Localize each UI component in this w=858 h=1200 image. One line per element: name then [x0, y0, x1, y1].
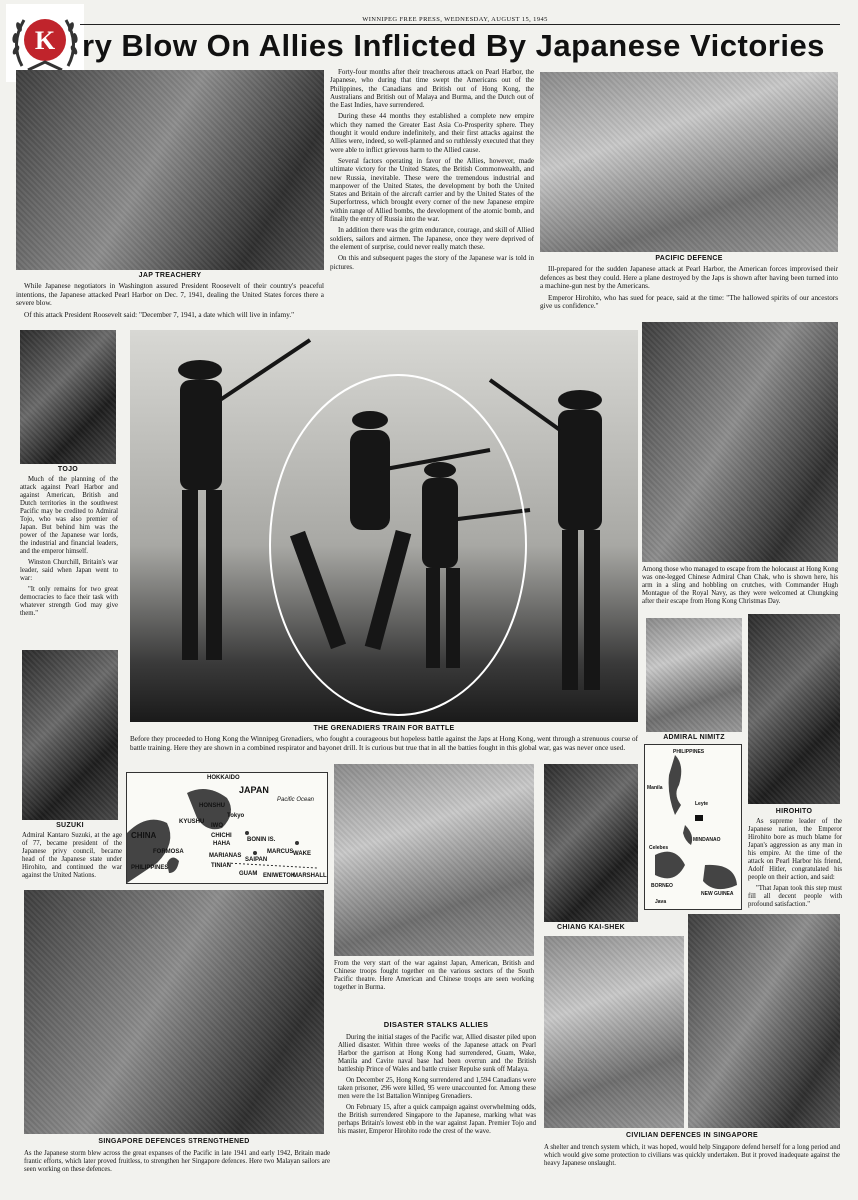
suzuki-title: SUZUKI [56, 822, 84, 829]
map2-label-java: Java [655, 899, 667, 905]
hirohito-para-1: As supreme leader of the Japanese nation, the Emperor Hirohito bore as much blame for Japan's aggression as any man in his empire. At the time of the attack on Pearl Harbor his friend, Adolf Hitler, congratulated his people on their action, and said: [748, 818, 842, 881]
map-label-haha: HAHA [213, 841, 231, 847]
civilian-title: CIVILIAN DEFENCES IN SINGAPORE [626, 1132, 758, 1139]
intro-para-3: Several factors operating in favor of the Allies, however, made ultimate victory for the United States, the British Commonwealth, and new Russia, inevitable. These were the tremendous industrial and manpower of the United States, the development by both the United States and Britain of the aircraft carrier and by the United States of the Superfortress, which brought every corner of the new Japanese empire within range of Allied bombs, the development of the atomic bomb, and finally the entry of Russia into the war. [330, 156, 534, 224]
nimitz-title: ADMIRAL NIMITZ [663, 734, 725, 741]
map-label-honshu: HONSHU [199, 803, 226, 809]
chiang-kai-shek-portrait [544, 764, 638, 922]
intro-para-2: During these 44 months they established a complete new empire which they named the Greater East Asia Co-Prosperity sphere. They thought it would endure indefinitely, and their first attacks against the Allies were, indeed, so well-planned and so ruthlessly executed that they were able to inflict grievous harm to the Allied cause. [330, 112, 534, 154]
map-label-pacific-ocean: Pacific Ocean [277, 797, 315, 803]
grenadiers-photo-figures [130, 330, 638, 722]
map-label-japan: JAPAN [239, 785, 269, 795]
grenadiers-photo [130, 330, 638, 722]
map-label-marshall: MARSHALL [293, 873, 327, 879]
map-label-formosa: FORMOSA [153, 849, 184, 855]
burma-text: From the very start of the war against Japan, American, British and Chinese troops fought together on the various sectors of the South Pacific theatre. Here American and Chinese troops are seen working together in Burma. [334, 960, 534, 991]
hirohito-portrait [748, 614, 840, 804]
burma-troops-photo [334, 764, 534, 956]
map-label-guam: GUAM [239, 871, 258, 877]
map-label-kyushu: KYUSHU [179, 819, 205, 825]
pacific-defence-para-2: Emperor Hirohito, who has sued for peace, said at the time: "The hallowed spirits of our ancestors give us confidence." [540, 293, 838, 311]
disaster-para-1: During the initial stages of the Pacific war, Allied disaster piled upon Allied disaster. Within three weeks of the Japanese attack on Pearl Harbor the garrison at Hong Kong had surrendered, Guam, Wake, Manila and Cavite naval base had been overrun and the British battleship Prince of Wales and battle cruiser Repulse sunk off Malaya. [338, 1034, 536, 1073]
tojo-para-1: Much of the planning of the attack against Pearl Harbor and against American, British and Dutch territories in the southwest Pacific may be credited to Admiral Tojo, who was also premier of Japan. But behind him was the power of the Japanese war lords, the industrial and financial leaders, and the emperor himself. [20, 476, 118, 555]
map-label-marcus: MARCUS [267, 849, 294, 855]
japan-pacific-map [126, 772, 328, 884]
map-label-china: CHINA [131, 831, 157, 840]
logo-letter: K [34, 26, 56, 55]
map-label-marianas: MARIANAS [209, 853, 242, 859]
disaster-para-3: On February 15, after a quick campaign against overwhelming odds, the British surrendered Singapore to the Japanese, marking what was perhaps Britain's lowest ebb in the war against Japan. Premier Tojo and his master, Emperor Hirohito rode the crest of the wave. [338, 1104, 536, 1135]
map2-label-mindanao: MINDANAO [693, 837, 721, 843]
escape-text: Among those who managed to escape from the holocaust at Hong Kong was one-legged Chinese Admiral Chan Chak, who is shown here, his arm in a sling and hobbling on crutches, with Commander Hugh Montague of the Royal Navy, as they were welcomed at Chungking after their escape from Hong Kong Christmas Day. [642, 566, 838, 605]
philippines-map [644, 744, 742, 910]
map2-label-philippines: PHILIPPINES [673, 749, 705, 755]
map-label-hokkaido: HOKKAIDO [207, 775, 240, 781]
map2-label-manila: Manila [647, 785, 663, 791]
map2-label-new-guinea: NEW GUINEA [701, 891, 734, 897]
map-label-chichi: CHICHI [211, 833, 232, 839]
pearl-harbor-photo [16, 70, 324, 270]
jap-treachery-para-1: While Japanese negotiators in Washington assured President Roosevelt of their country's peaceful intentions, the Japanese attacked Pearl Harbor on Dec. 7, 1941, dealing the United States forces there a severe blow. [16, 282, 324, 308]
nimitz-portrait [646, 618, 742, 732]
pacific-defence-photo [540, 72, 838, 252]
hirohito-title: HIROHITO [775, 808, 813, 815]
masthead: WINNIPEG FREE PRESS, WEDNESDAY, AUGUST 15, 1945 [362, 16, 548, 23]
jap-treachery-text [16, 282, 324, 322]
tojo-text [20, 476, 118, 621]
intro-para-4: In addition there was the grim endurance, courage, and skill of Allied soldiers, sailors and airmen. The Japanese, once they were deprived of the element of surprise, could never really match these. [330, 226, 534, 251]
intro-article [330, 68, 534, 274]
map2-label-borneo: BORNEO [651, 883, 673, 889]
intro-para-1: Forty-four months after their treacherous attack on Pearl Harbor, the Japanese, who during that time swept the Americans out of the Philippines, the Canadians and British out of Hong Kong, the Australians and British out of Malaya and Burma, and the Dutch out of the East Indies, have surrendered. [330, 68, 534, 110]
map2-label-leyte: Leyte [695, 801, 709, 807]
map-label-bonin: BONIN IS. [247, 837, 276, 843]
map-label-tokyo: Tokyo [227, 813, 245, 819]
suzuki-text: Admiral Kantaro Suzuki, at the age of 77, became president of the Japanese privy council, became head of the Japanese state under Hirohito, and continued the war against the United Nations. [22, 832, 122, 879]
pacific-defence-para-1: Ill-prepared for the sudden Japanese attack at Pearl Harbor, the American forces improvised their defences as best they could. Here a plane destroyed by the Japs is shown after having been turned into a machine-gun nest by the Americans. [540, 265, 838, 291]
intro-para-5: On this and subsequent pages the story of the Japanese war is told in pictures. [330, 254, 534, 271]
map2-label-celebes: Celebes [649, 845, 669, 851]
civilian-shelter-photo [688, 914, 840, 1128]
map-label-wake: WAKE [293, 851, 311, 857]
pacific-defence-title: PACIFIC DEFENCE [655, 255, 723, 262]
tojo-title: TOJO [57, 466, 79, 473]
disaster-text [338, 1034, 536, 1139]
jap-treachery-title: JAP TREACHERY [138, 272, 202, 279]
disaster-title: DISASTER STALKS ALLIES [383, 1020, 489, 1029]
suzuki-portrait [22, 650, 118, 820]
map-label-philippines: PHILIPPINES [131, 865, 169, 871]
grenadiers-title: THE GRENADIERS TRAIN FOR BATTLE [313, 725, 455, 732]
singapore-text: As the Japanese storm blew across the great expanses of the Pacific in late 1941 and early 1942, Britain made frantic efforts, which later proved fruitless, to strengthen her Singapore defences. Here two Malayan sailors are seen working on these defences. [24, 1150, 330, 1173]
hirohito-para-2: "That Japan took this step must fill all decent people with profound satisfaction." [748, 885, 842, 908]
singapore-defences-photo [24, 890, 324, 1134]
map-label-tinian: TINIAN [211, 863, 231, 869]
hirohito-text [748, 818, 842, 912]
map-label-saipan: SAIPAN [245, 857, 268, 863]
disaster-para-2: On December 25, Hong Kong surrendered and 1,594 Canadians were taken prisoner, 296 were killed, 95 were unaccounted for. Among these men were the 1st Battalion Winnipeg Grenadiers. [338, 1077, 536, 1100]
civilian-trench-photo [544, 936, 684, 1128]
civilian-text: A shelter and trench system which, it was hoped, would help Singapore defend herself for a long period and which would give some protection to civilians was quickly undertaken. But it proved inadequate against the heavy Japanese onslaught. [544, 1144, 840, 1167]
tojo-para-2: Winston Churchill, Britain's war leader, said when Japan went to war: [20, 559, 118, 582]
page-headline: ry Blow On Allies Inflicted By Japanese Victories [82, 28, 825, 63]
jap-treachery-para-2: Of this attack President Roosevelt said: "December 7, 1941, a date which will live in infamy." [24, 310, 295, 319]
grenadiers-text: Before they proceeded to Hong Kong the Winnipeg Grenadiers, who fought a courageous but hopeless battle against the Japs at Hong Kong, went through a strenuous course of battle training. Here they are shown in a combined respirator and bayonet drill. It is curious but true that in all the batties fought in this global war, gas was never once used. [130, 735, 638, 752]
singapore-title: SINGAPORE DEFENCES STRENGTHENED [98, 1138, 250, 1145]
tojo-para-3: "It only remains for two great democracies to face their task with whatever strength God may give them." [20, 586, 118, 617]
chan-chak-escape-photo [642, 322, 838, 562]
chiang-title: CHIANG KAI-SHEK [557, 924, 625, 931]
pacific-defence-text [540, 265, 838, 314]
masthead-rule [80, 24, 840, 25]
map-label-iwo: IWO [211, 823, 223, 829]
map-label-eniwetok: ENIWETOK [263, 873, 296, 879]
tojo-portrait [20, 330, 116, 464]
